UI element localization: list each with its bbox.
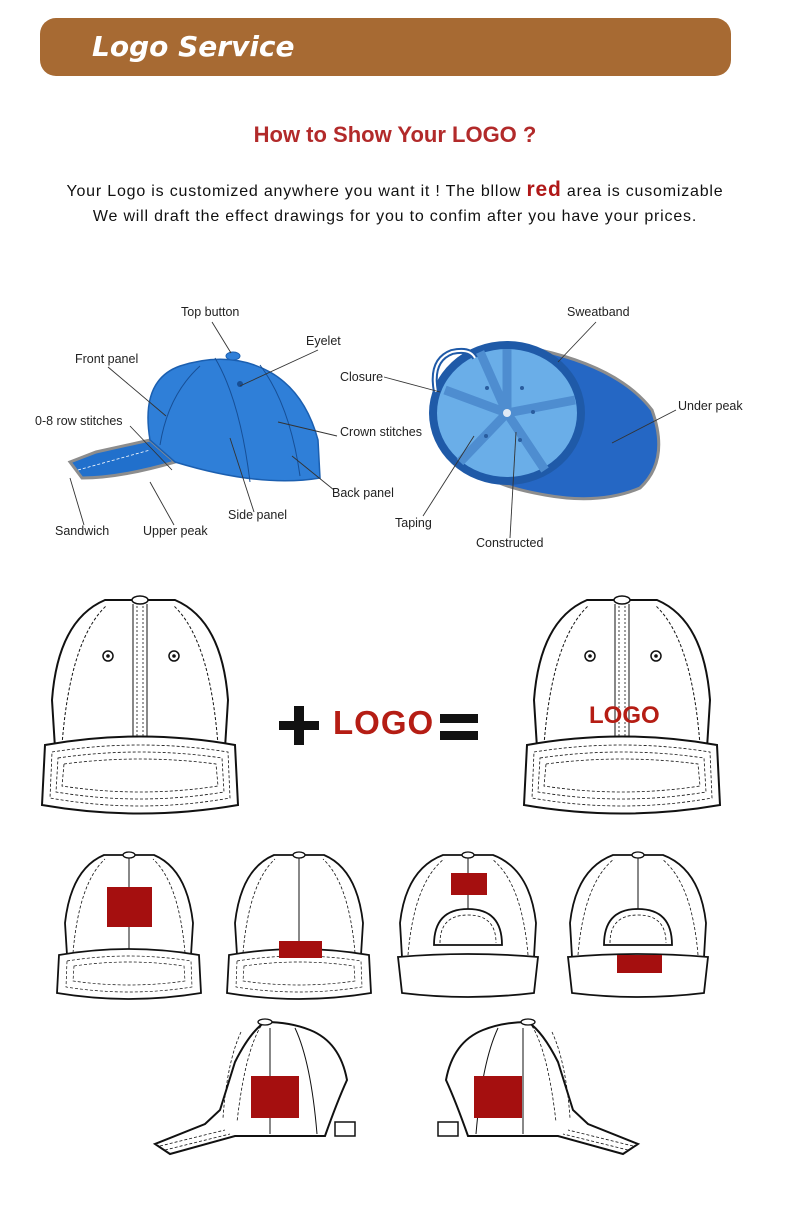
equals-sign	[440, 714, 478, 740]
label-back-panel: Back panel	[332, 486, 394, 500]
label-front-panel: Front panel	[75, 352, 139, 366]
blue-cap-under-view	[429, 341, 659, 499]
label-row-stitches: 0-8 row stitches	[35, 414, 123, 428]
label-constructed: Constructed	[476, 536, 544, 550]
label-sandwich: Sandwich	[55, 524, 110, 538]
position-cap-back-bottom	[568, 852, 708, 997]
label-taping: Taping	[395, 516, 432, 530]
label-eyelet: Eyelet	[306, 334, 341, 348]
label-under-peak: Under peak	[678, 399, 743, 413]
label-closure: Closure	[340, 370, 384, 384]
position-cap-peak	[227, 852, 371, 999]
position-cap-right-side	[438, 1019, 638, 1154]
logo-area-back-bottom	[617, 955, 662, 973]
logo-area-peak	[279, 941, 322, 958]
cap-logo-text: LOGO	[589, 702, 660, 729]
label-top-button: Top button	[181, 305, 240, 319]
description-line-1-end: area is cusomizable	[566, 183, 724, 200]
description-line-2: We will draft the effect drawings for you to confim after you have your prices.	[92, 208, 698, 225]
logo-area-right-side	[474, 1076, 522, 1118]
section-heading: How to Show Your LOGO ?	[253, 122, 537, 147]
banner-title: Logo Service	[92, 30, 295, 63]
description-line-1-start: Your Logo is customized anywhere you want it ! The bllow	[66, 183, 522, 200]
logo-area-front-panel	[107, 887, 152, 927]
description-red-word: red	[526, 178, 562, 201]
logo-area-back-top	[451, 873, 487, 895]
equation-logo-text: LOGO	[333, 704, 435, 741]
label-sweatband: Sweatband	[567, 305, 630, 319]
label-upper-peak: Upper peak	[143, 524, 208, 538]
logo-area-left-side	[251, 1076, 299, 1118]
plus-sign	[279, 706, 319, 745]
blank-cap-front	[42, 596, 238, 814]
label-crown-stitches: Crown stitches	[340, 425, 422, 439]
label-side-panel: Side panel	[228, 508, 288, 522]
